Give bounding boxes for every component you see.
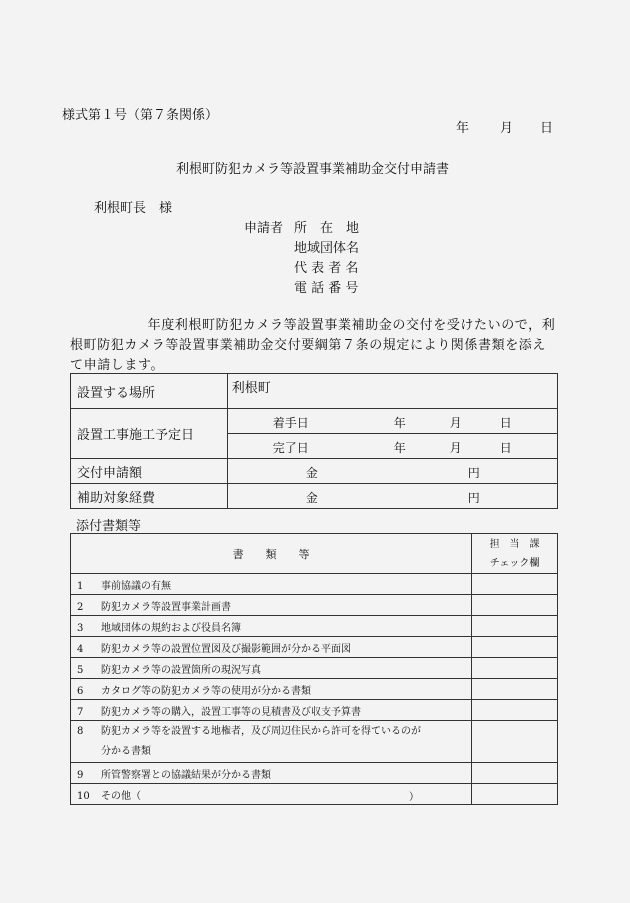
table-row xyxy=(71,763,558,784)
check-column-header xyxy=(472,534,558,574)
check-cell-10[interactable] xyxy=(472,784,558,805)
table-row xyxy=(71,595,558,616)
start-date-cell[interactable] xyxy=(227,409,557,434)
schedule-start-row xyxy=(71,409,558,434)
applicant-rep-label: 代 表 者 名 xyxy=(294,261,359,276)
eligible-cost-row xyxy=(71,484,558,509)
check-cell-4[interactable] xyxy=(472,637,558,658)
document-title: 利根町防犯カメラ等設置事業補助金交付申請書 xyxy=(176,162,450,177)
start-year-label: 年 xyxy=(393,416,406,430)
check-cell-6[interactable] xyxy=(472,679,558,700)
end-month-label: 月 xyxy=(449,441,462,455)
doc-item-8: 8 防犯カメラ等を設置する地権者，及び周辺住民から許可を得ているのが 分かる書類 xyxy=(71,721,472,763)
grant-amount-label: 交付申請額 xyxy=(71,459,228,484)
location-value[interactable]: 利根町 xyxy=(227,374,557,409)
check-cell-5[interactable] xyxy=(472,658,558,679)
docs-column-header: 書 類 等 xyxy=(71,534,472,574)
applicant-phone-label: 電 話 番 号 xyxy=(294,281,359,296)
attachments-header-row xyxy=(71,534,558,574)
application-info-table xyxy=(70,373,558,509)
end-date-cell[interactable] xyxy=(227,434,557,459)
table-row xyxy=(71,574,558,595)
eligible-cost-cell[interactable] xyxy=(227,484,557,509)
application-statement: 年度利根町防犯カメラ等設置事業補助金の交付を受けたいので，利根町防犯カメラ等設置事業補助金交付要綱第７条の規定により関係書類を添えて申請します。 xyxy=(70,318,556,373)
doc-item-5: 5 防犯カメラ等の設置箇所の現況写真 xyxy=(71,658,472,679)
location-label: 設置する場所 xyxy=(71,374,228,409)
doc-item-4: 4 防犯カメラ等の設置位置図及び撮影範囲が分かる平面図 xyxy=(71,637,472,658)
applicant-address-label: 所 在 地 xyxy=(294,221,360,236)
start-date-label: 着手日 xyxy=(272,416,309,430)
check-cell-8[interactable] xyxy=(472,721,558,763)
addressee: 利根町長 様 xyxy=(94,201,173,216)
check-header-line2: チェック欄 xyxy=(489,557,540,569)
end-year-label: 年 xyxy=(393,441,406,455)
schedule-label: 設置工事施工予定日 xyxy=(71,409,228,459)
applicant-label: 申請者 xyxy=(244,221,284,236)
end-day-label: 日 xyxy=(499,441,512,455)
table-row xyxy=(71,637,558,658)
date-month-label: 月 xyxy=(500,121,514,136)
doc-item-9: 9 所管警察署との協議結果が分かる書類 xyxy=(71,763,472,784)
location-row xyxy=(71,374,558,409)
table-row xyxy=(71,679,558,700)
table-row xyxy=(71,616,558,637)
end-date-label: 完了日 xyxy=(272,441,309,455)
doc-item-1: 1 事前協議の有無 xyxy=(71,574,472,595)
check-cell-2[interactable] xyxy=(472,595,558,616)
grant-amount-row xyxy=(71,459,558,484)
date-year-label: 年 xyxy=(456,121,470,136)
cost-yen-label: 円 xyxy=(467,491,480,505)
applicant-org-label: 地域団体名 xyxy=(294,241,360,256)
attachments-section-label: 添付書類等 xyxy=(76,519,142,534)
check-cell-7[interactable] xyxy=(472,700,558,721)
check-cell-3[interactable] xyxy=(472,616,558,637)
grant-kin-label: 金 xyxy=(305,466,318,480)
date-day-label: 日 xyxy=(540,121,554,136)
table-row xyxy=(71,658,558,679)
table-row xyxy=(71,784,558,805)
cost-kin-label: 金 xyxy=(305,491,318,505)
attachments-table xyxy=(70,533,558,805)
grant-yen-label: 円 xyxy=(467,466,480,480)
table-row xyxy=(71,700,558,721)
doc-item-10[interactable]: 10 その他（ ） xyxy=(71,784,472,805)
grant-amount-cell[interactable] xyxy=(227,459,557,484)
doc-item-3: 3 地域団体の規約および役員名簿 xyxy=(71,616,472,637)
start-day-label: 日 xyxy=(499,416,512,430)
doc-item-7: 7 防犯カメラ等の購入，設置工事等の見積書及び収支予算書 xyxy=(71,700,472,721)
table-row xyxy=(71,721,558,763)
start-month-label: 月 xyxy=(449,416,462,430)
check-cell-9[interactable] xyxy=(472,763,558,784)
doc-item-6: 6 カタログ等の防犯カメラ等の使用が分かる書類 xyxy=(71,679,472,700)
check-cell-1[interactable] xyxy=(472,574,558,595)
check-header-line1: 担 当 課 xyxy=(489,538,540,550)
eligible-cost-label: 補助対象経費 xyxy=(71,484,228,509)
doc-item-2: 2 防犯カメラ等設置事業計画書 xyxy=(71,595,472,616)
form-number: 様式第１号（第７条関係） xyxy=(62,108,219,123)
